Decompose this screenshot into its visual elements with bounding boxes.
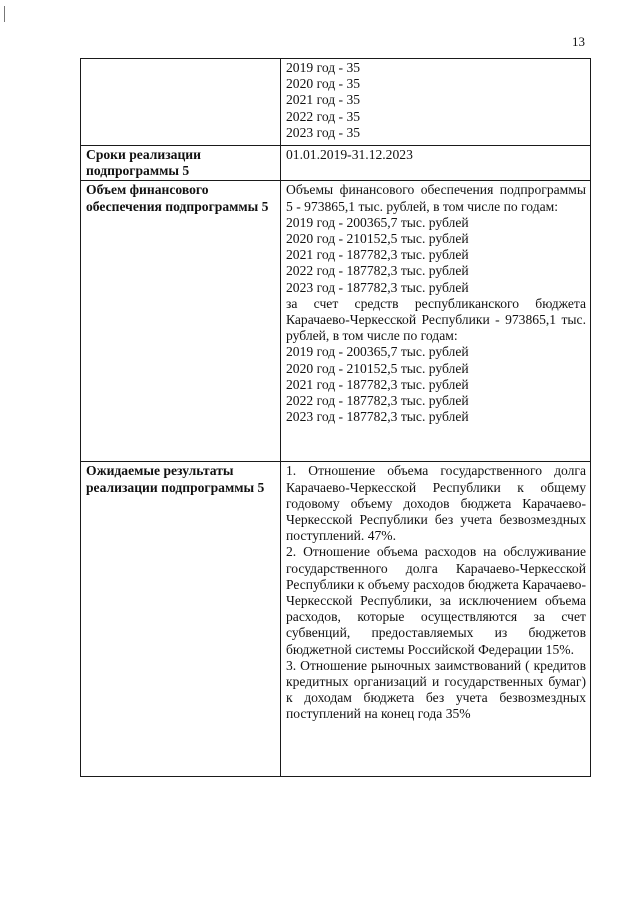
financing-year: 2020 год - 210152,5 тыс. рублей: [286, 360, 469, 376]
financing-intro: Объемы финансового обеспечения подпрограммы 5 - 973865,1 тыс. рублей, в том числе по годам:: [286, 182, 586, 214]
table-row: [81, 59, 591, 146]
row-label-expected-results: Ожидаемые результаты реализации подпрограммы 5: [81, 462, 281, 777]
timeframe-value: 01.01.2019-31.12.2023: [286, 147, 413, 162]
year-value: 2019 год - 35: [286, 60, 361, 75]
financing-year: 2023 год - 187782,3 тыс. рублей: [286, 279, 469, 295]
row-value: [281, 181, 591, 462]
page-number: 13: [572, 34, 585, 49]
financing-year: 2021 год - 187782,3 тыс. рублей: [286, 247, 469, 263]
financing-year: 2020 год - 210152,5 тыс. рублей: [286, 231, 469, 247]
financing-year: 2023 год - 187782,3 тыс. рублей: [286, 409, 469, 425]
subprogram-passport-table: [80, 58, 591, 777]
year-value: 2021 год - 35: [286, 92, 361, 108]
year-value: 2020 год - 35: [286, 76, 361, 92]
financing-year: 2019 год - 200365,7 тыс. рублей: [286, 344, 469, 360]
table-row: [81, 146, 591, 181]
row-value: [281, 462, 591, 777]
row-label: [81, 59, 281, 146]
row-label-financing: Объем финансового обеспечения подпрограммы 5: [81, 181, 281, 462]
row-value: [281, 146, 591, 181]
scan-edge-mark: [4, 6, 5, 22]
expected-result-item: 3. Отношение рыночных заимствований ( кредитов кредитных организаций и государственных бумаг) к доходам бюджета без учета безвозмездных поступлений на конец года 35%: [286, 657, 586, 722]
financing-budget-source: за счет средств республиканского бюджета Карачаево-Черкесской Республики - 973865,1 тыс. рублей, в том числе по годам:: [286, 295, 586, 344]
expected-result-item: 2. Отношение объема расходов на обслуживание государственного долга Карачаево-Черкесской Республики к объему расходов бюджета Карачаево-Черкесской Республики, за исключением объема расходов, которые осуществляются за счет субвенций, предоставляемых из бюджетов бюджетной системы Российской Федерации 15%.: [286, 544, 586, 657]
financing-year: 2019 год - 200365,7 тыс. рублей: [286, 214, 469, 230]
year-value: 2022 год - 35: [286, 108, 361, 124]
financing-year: 2022 год - 187782,3 тыс. рублей: [286, 393, 469, 409]
financing-year: 2021 год - 187782,3 тыс. рублей: [286, 376, 469, 392]
financing-year: 2022 год - 187782,3 тыс. рублей: [286, 263, 469, 279]
table-row: [81, 462, 591, 777]
row-label-timeframe: Сроки реализации подпрограммы 5: [81, 146, 281, 181]
year-value: 2023 год - 35: [286, 124, 361, 140]
expected-result-item: 1. Отношение объема государственного долга Карачаево-Черкесской Республики к общему годовому объему доходов бюджета Карачаево-Черкесской Республики без учета безвозмездных поступлений. 47%.: [286, 463, 586, 544]
row-value: [281, 59, 591, 146]
table-row: [81, 181, 591, 462]
